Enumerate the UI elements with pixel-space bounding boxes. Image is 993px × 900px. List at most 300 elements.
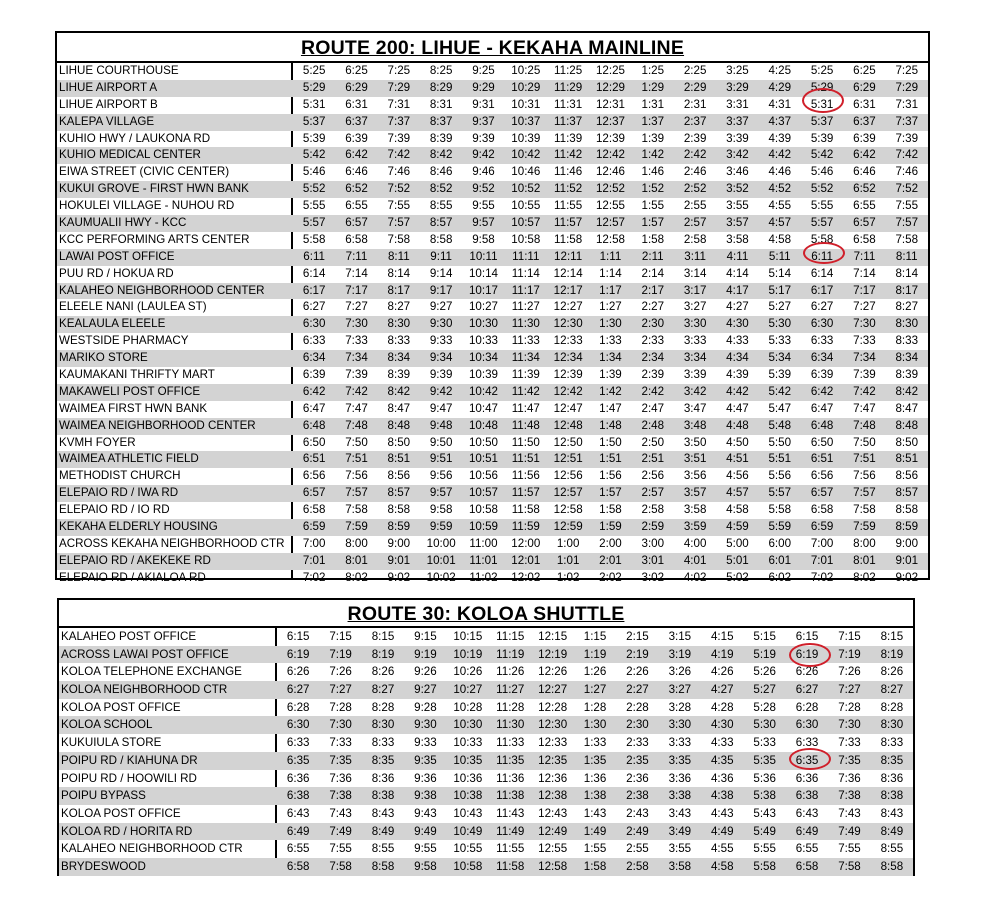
time-cell: 8:58: [895, 503, 919, 517]
time-cell: 11:58: [496, 859, 525, 873]
time-cell: 6:47: [302, 401, 326, 415]
time-cell: 10:02: [426, 570, 456, 584]
time-cell: 3:39: [726, 131, 749, 145]
table-row: [57, 147, 928, 164]
time-cell: 4:01: [683, 553, 707, 567]
time-cell: 4:11: [726, 249, 749, 263]
time-cell: 1:33: [583, 736, 607, 750]
time-cell: 7:58: [387, 232, 411, 246]
time-cell: 8:51: [387, 452, 411, 466]
time-cell: 4:46: [768, 165, 792, 179]
time-cell: 6:33: [286, 736, 310, 750]
time-cell: 7:01: [810, 553, 834, 567]
time-cell: 12:46: [595, 165, 625, 179]
time-cell: 1:37: [641, 114, 665, 128]
stop-name: EIWA STREET (CIVIC CENTER): [59, 165, 230, 179]
time-cell: 10:39: [511, 131, 541, 145]
time-cell: 11:27: [511, 300, 540, 314]
time-cell: 7:39: [853, 368, 876, 382]
time-cell: 6:58: [345, 232, 368, 246]
time-cell: 7:28: [838, 700, 861, 714]
time-cell: 4:33: [726, 334, 749, 348]
time-cell: 7:33: [838, 736, 861, 750]
time-cell: 5:30: [768, 317, 792, 331]
time-cell: 5:02: [726, 570, 749, 584]
time-cells: [293, 384, 928, 401]
time-cell: 12:26: [538, 665, 568, 679]
time-cell: 5:25: [810, 64, 834, 77]
time-cell: 3:42: [683, 384, 707, 398]
table-row: [57, 266, 928, 283]
stop-name: KVMH FOYER: [59, 435, 136, 449]
time-cell: 8:27: [371, 683, 395, 697]
time-cell: 9:15: [414, 630, 437, 643]
time-cell: 6:39: [853, 131, 876, 145]
stop-name: LIHUE AIRPORT A: [59, 80, 158, 94]
time-cell: 3:57: [683, 486, 707, 500]
time-cells: [293, 198, 928, 215]
time-cell: 7:50: [853, 435, 876, 449]
time-cell: 6:49: [795, 824, 819, 838]
time-cell: 8:33: [895, 334, 919, 348]
time-cell: 1:25: [641, 64, 665, 77]
time-cell: 8:30: [895, 317, 919, 331]
time-cells: [293, 435, 928, 452]
time-cell: 2:35: [626, 753, 649, 767]
time-cells: [277, 840, 913, 858]
time-cell: 11:55: [554, 199, 583, 213]
table-row: [57, 80, 928, 97]
time-cell: 9:00: [895, 536, 919, 550]
time-cell: 8:38: [371, 789, 395, 803]
time-cell: 11:38: [496, 789, 525, 803]
time-cell: 9:30: [414, 718, 437, 732]
time-cell: 1:43: [583, 806, 607, 820]
time-cell: 12:19: [538, 647, 568, 661]
time-cell: 6:14: [302, 266, 326, 280]
time-cell: 6:29: [853, 80, 876, 94]
time-cells: [277, 858, 913, 876]
time-cell: 8:58: [387, 503, 411, 517]
route-200-title: ROUTE 200: LIHUE - KEKAHA MAINLINE: [300, 37, 685, 59]
table-row: [59, 734, 913, 752]
time-cell: 10:31: [511, 97, 541, 111]
time-cell: 9:39: [429, 368, 453, 382]
time-cell: 6:55: [286, 842, 310, 856]
time-cell: 9:25: [472, 64, 495, 77]
table-row: [57, 418, 928, 435]
time-cell: 6:34: [810, 351, 834, 365]
time-cell: 12:58: [553, 503, 583, 517]
time-cells: [293, 114, 928, 131]
time-cell: 2:27: [626, 683, 649, 697]
time-cell: 6:00: [768, 536, 792, 550]
time-cell: 10:55: [511, 199, 541, 213]
time-cells: [277, 681, 913, 699]
time-cell: 1:35: [583, 753, 607, 767]
time-cell: 5:58: [302, 232, 326, 246]
time-cell: 9:49: [414, 824, 437, 838]
time-cell: 2:11: [641, 249, 664, 263]
time-cell: 5:38: [753, 789, 776, 803]
time-cell: 8:48: [895, 418, 919, 432]
time-cell: 6:31: [853, 97, 876, 111]
time-cell: 6:38: [795, 789, 819, 803]
time-cell: 8:31: [429, 97, 453, 111]
time-cell: 9:29: [472, 80, 495, 94]
time-cell: 1:48: [599, 418, 622, 432]
time-cell: 6:55: [345, 199, 368, 213]
stop-name: WAIMEA FIRST HWN BANK: [59, 401, 208, 415]
time-cell: 7:33: [853, 334, 876, 348]
time-cells: [277, 823, 913, 841]
time-cell: 10:38: [453, 789, 483, 803]
stop-name: MAKAWELI POST OFFICE: [59, 384, 201, 398]
time-cell: 7:35: [329, 753, 352, 767]
time-cell: 11:00: [469, 536, 498, 550]
time-cell: 9:51: [429, 452, 453, 466]
time-cell: 7:52: [895, 182, 919, 196]
time-cell: 7:48: [853, 418, 876, 432]
time-cell: 9:59: [429, 520, 453, 534]
time-cell: 5:19: [753, 647, 776, 661]
time-cell: 1:02: [556, 570, 580, 584]
time-cells: [293, 553, 928, 570]
time-cell: 8:26: [880, 665, 904, 679]
time-cell: 5:46: [810, 165, 834, 179]
time-cell: 9:28: [414, 700, 437, 714]
time-cell: 3:35: [668, 753, 692, 767]
time-cell: 4:19: [710, 647, 734, 661]
time-cell: 5:57: [768, 486, 792, 500]
time-cell: 1:34: [599, 351, 622, 365]
time-cell: 8:59: [895, 520, 919, 534]
time-cell: 9:33: [414, 736, 437, 750]
time-cell: 11:37: [554, 114, 583, 128]
time-cell: 10:33: [468, 334, 498, 348]
time-cell: 11:15: [496, 630, 525, 643]
time-cell: 9:38: [414, 789, 437, 803]
time-cell: 11:39: [511, 368, 540, 382]
time-cell: 7:30: [853, 317, 876, 331]
time-cell: 1:49: [583, 824, 607, 838]
time-cell: 9:52: [472, 182, 495, 196]
time-cell: 6:52: [345, 182, 368, 196]
time-cells: [293, 63, 928, 80]
time-cell: 3:47: [683, 401, 707, 415]
time-cell: 10:47: [468, 401, 498, 415]
time-cell: 1:15: [583, 630, 607, 643]
time-cell: 4:58: [710, 859, 734, 873]
table-row: [57, 485, 928, 502]
time-cell: 2:28: [626, 700, 649, 714]
time-cell: 8:30: [371, 718, 395, 732]
time-cell: 11:35: [496, 753, 525, 767]
time-cell: 12:17: [553, 283, 583, 297]
time-cell: 1:55: [641, 199, 665, 213]
time-cell: 8:30: [387, 317, 411, 331]
time-cell: 1:11: [599, 249, 622, 263]
time-cell: 7:55: [838, 842, 861, 856]
time-cell: 3:33: [683, 334, 707, 348]
time-cell: 7:56: [345, 469, 368, 483]
stop-name: KOLOA POST OFFICE: [61, 700, 181, 714]
time-cell: 10:52: [511, 182, 541, 196]
time-cell: 8:55: [429, 199, 453, 213]
time-cell: 3:48: [683, 418, 707, 432]
table-row: [57, 164, 928, 181]
time-cell: 2:55: [626, 842, 649, 856]
time-cell: 7:38: [329, 789, 352, 803]
time-cell: 3:02: [641, 570, 665, 584]
stop-name: KAUMAKANI THRIFTY MART: [59, 368, 215, 382]
time-cell: 7:14: [345, 266, 368, 280]
time-cell: 11:47: [511, 401, 540, 415]
time-cell: 2:39: [641, 368, 665, 382]
time-cell: 1:55: [583, 842, 607, 856]
time-cell: 6:58: [853, 232, 876, 246]
time-cell: 8:15: [371, 630, 395, 643]
time-cell: 12:42: [553, 384, 583, 398]
time-cell: 1:36: [583, 771, 607, 785]
time-cell: 5:50: [768, 435, 792, 449]
time-cell: 7:36: [329, 771, 352, 785]
table-row: [57, 350, 928, 367]
time-cell: 6:33: [810, 334, 834, 348]
time-cell: 3:43: [668, 806, 692, 820]
time-cell: 4:39: [768, 131, 792, 145]
time-cell: 3:58: [683, 503, 707, 517]
table-row: [57, 114, 928, 131]
time-cell: 8:02: [345, 570, 368, 584]
time-cell: 3:46: [726, 165, 749, 179]
time-cell: 7:33: [345, 334, 368, 348]
time-cell: 9:58: [472, 232, 495, 246]
time-cells: [277, 716, 913, 734]
table-row: [57, 536, 928, 553]
time-cell: 12:52: [595, 182, 625, 196]
time-cell: 6:50: [810, 435, 834, 449]
time-cell: 10:26: [453, 665, 483, 679]
time-cell: 5:14: [768, 266, 792, 280]
stop-name: ELEPAIO RD / IWA RD: [59, 486, 179, 500]
time-cell: 4:31: [768, 97, 792, 111]
route-30-table: [57, 598, 915, 876]
time-cell: 11:28: [496, 700, 525, 714]
table-row: [57, 131, 928, 148]
time-cell: 10:56: [468, 469, 498, 483]
time-cell: 2:36: [626, 771, 649, 785]
time-cell: 11:42: [554, 148, 583, 162]
time-cell: 8:58: [371, 859, 395, 873]
table-row: [57, 570, 928, 587]
time-cell: 12:15: [538, 630, 568, 643]
time-cell: 6:01: [768, 553, 792, 567]
time-cell: 7:31: [387, 97, 411, 111]
time-cell: 1:14: [599, 266, 622, 280]
time-cell: 8:00: [345, 536, 368, 550]
time-cell: 7:42: [895, 148, 919, 162]
time-cell: 6:36: [795, 771, 819, 785]
time-cell: 7:27: [329, 683, 352, 697]
time-cells: [293, 283, 928, 300]
time-cell: 8:11: [895, 249, 918, 263]
time-cell: 7:15: [329, 630, 352, 643]
time-cell: 9:19: [414, 647, 437, 661]
table-row: [57, 451, 928, 468]
time-cell: 2:59: [641, 520, 665, 534]
stop-name: BRYDESWOOD: [61, 859, 146, 873]
time-cell: 6:27: [795, 683, 819, 697]
time-cell: 12:33: [553, 334, 583, 348]
table-row: [57, 502, 928, 519]
time-cell: 7:48: [345, 418, 368, 432]
time-cell: 11:48: [511, 418, 540, 432]
time-cell: 2:37: [683, 114, 707, 128]
time-cell: 12:55: [595, 199, 625, 213]
time-cell: 3:39: [683, 368, 707, 382]
time-cell: 9:33: [429, 334, 453, 348]
time-cells: [293, 367, 928, 384]
time-cell: 7:57: [387, 216, 411, 230]
time-cell: 4:50: [726, 435, 749, 449]
time-cell: 10:48: [468, 418, 498, 432]
route-30-body: [59, 626, 913, 874]
time-cell: 7:17: [345, 283, 368, 297]
time-cell: 1:30: [599, 317, 622, 331]
time-cells: [277, 770, 913, 788]
table-row: [59, 716, 913, 734]
table-row: [57, 181, 928, 198]
time-cell: 7:26: [329, 665, 352, 679]
time-cell: 2:27: [641, 300, 665, 314]
time-cells: [293, 485, 928, 502]
time-cell: 5:36: [753, 771, 776, 785]
time-cell: 3:30: [683, 317, 707, 331]
time-cell: 6:34: [302, 351, 326, 365]
time-cell: 7:30: [345, 317, 368, 331]
time-cell: 4:35: [710, 753, 734, 767]
time-cell: 9:26: [414, 665, 437, 679]
time-cell: 9:58: [429, 503, 453, 517]
time-cell: 2:30: [641, 317, 665, 331]
time-cell: 9:55: [414, 842, 437, 856]
time-cell: 9:42: [472, 148, 495, 162]
time-cell: 11:58: [511, 503, 540, 517]
time-cell: 12:39: [553, 368, 583, 382]
time-cells: [293, 164, 928, 181]
time-cell: 3:01: [641, 553, 665, 567]
time-cell: 10:37: [511, 114, 541, 128]
time-cell: 2:58: [626, 859, 649, 873]
table-row: [57, 232, 928, 249]
time-cell: 11:01: [469, 553, 498, 567]
table-row: [57, 249, 928, 266]
time-cell: 11:33: [496, 736, 525, 750]
time-cell: 7:51: [345, 452, 368, 466]
time-cell: 10:55: [453, 842, 483, 856]
time-cell: 1:58: [583, 859, 607, 873]
time-cell: 1:42: [599, 384, 622, 398]
time-cell: 2:48: [641, 418, 665, 432]
time-cell: 10:34: [468, 351, 498, 365]
time-cell: 8:55: [880, 842, 904, 856]
time-cell: 7:37: [387, 114, 411, 128]
time-cell: 8:17: [387, 283, 411, 297]
time-cell: 5:29: [810, 80, 834, 94]
time-cell: 7:00: [302, 536, 326, 550]
time-cell: 6:58: [302, 503, 326, 517]
time-cell: 11:42: [511, 384, 540, 398]
time-cell: 7:43: [329, 806, 352, 820]
time-cell: 12:58: [595, 232, 625, 246]
time-cell: 6:58: [286, 859, 310, 873]
stop-name: POIPU RD / KIAHUNA DR: [61, 753, 198, 767]
time-cell: 4:27: [710, 683, 734, 697]
time-cell: 7:47: [345, 401, 368, 415]
time-cell: 4:27: [726, 300, 749, 314]
stop-name: ACROSS LAWAI POST OFFICE: [61, 647, 229, 661]
time-cell: 11:49: [496, 824, 525, 838]
time-cell: 8:34: [895, 351, 919, 365]
time-cell: 8:36: [880, 771, 904, 785]
time-cell: 8:25: [429, 64, 453, 77]
time-cell: 8:28: [371, 700, 395, 714]
time-cell: 12:14: [553, 266, 583, 280]
table-row: [59, 840, 913, 858]
time-cell: 7:55: [895, 199, 919, 213]
time-cell: 4:58: [768, 232, 792, 246]
time-cell: 1:31: [641, 97, 665, 111]
time-cell: 7:11: [853, 249, 876, 263]
time-cell: 3:59: [683, 520, 707, 534]
time-cell: 5:39: [768, 368, 792, 382]
time-cell: 10:46: [511, 165, 541, 179]
time-cell: 6:30: [810, 317, 834, 331]
time-cell: 5:35: [753, 753, 776, 767]
time-cell: 2:42: [641, 384, 665, 398]
time-cell: 12:38: [538, 789, 568, 803]
time-cell: 3:26: [668, 665, 692, 679]
time-cell: 2:02: [599, 570, 622, 584]
stop-name: KEKAHA ELDERLY HOUSING: [59, 520, 218, 534]
stop-name: ELEELE NANI (LAULEA ST): [59, 300, 207, 314]
time-cell: 7:38: [838, 789, 861, 803]
time-cell: 10:58: [453, 859, 483, 873]
time-cell: 5:42: [810, 148, 834, 162]
time-cell: 6:27: [810, 300, 834, 314]
time-cell: 6:59: [302, 520, 326, 534]
time-cell: 4:59: [726, 520, 749, 534]
time-cell: 12:57: [595, 216, 625, 230]
time-cell: 4:47: [726, 401, 749, 415]
time-cell: 11:57: [511, 486, 540, 500]
time-cell: 3:27: [683, 300, 707, 314]
route-200-body: [57, 61, 928, 584]
time-cell: 8:51: [895, 452, 919, 466]
table-row: [59, 770, 913, 788]
time-cell: 7:27: [838, 683, 861, 697]
time-cell: 5:37: [302, 114, 326, 128]
time-cells: [293, 215, 928, 232]
time-cell: 4:29: [768, 80, 792, 94]
time-cell: 2:50: [641, 435, 665, 449]
time-cell: 8:17: [895, 283, 919, 297]
highlight-circle-across-lawai: [789, 643, 831, 667]
time-cell: 7:57: [853, 486, 876, 500]
table-row: [59, 699, 913, 717]
time-cell: 8:33: [371, 736, 395, 750]
